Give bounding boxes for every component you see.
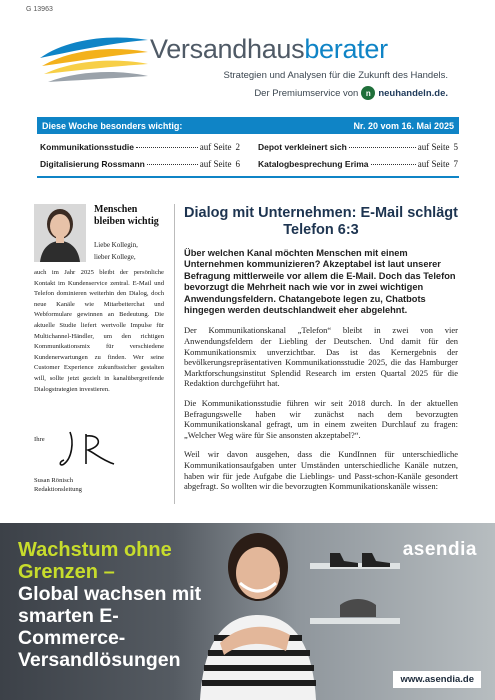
toc-item[interactable]: Digitalisierung Rossmann auf Seite 6 [40, 158, 240, 169]
signature-icon [56, 428, 126, 470]
neuhandeln-link[interactable]: neuhandeln.de. [378, 87, 448, 99]
asendia-advertisement[interactable] [0, 523, 495, 700]
toc-item[interactable]: Kommunikationsstudie auf Seite 2 [40, 141, 240, 152]
ad-url-link[interactable]: www.asendia.de [393, 671, 481, 688]
editorial-body: auch im Jahr 2025 bleibt der persönliche Kontakt im Kundenservice zentral. E-Mail und Telefon dominieren weiterhin den Dialog, doch neue Kanäle wie Mitarbeiterchat und Webformulare gewinnen an Bedeutung. Die aktuelle Studie liefert wertvolle Impulse für Multichannel-Händler, um den richtigen Kommunikationsmix für verschiedene Kundenerwartungen zu finden. Wer seine Customer Experience zukunftssicher gestalten will, sollte jetzt gezielt in kanalübergreifende Dialogstrategien investieren. [34, 269, 164, 393]
article-paragraph: Der Kommunikationskanal „Telefon“ bleibt in zwei von vier Anwendungsfeldern der Liebling der Deutschen. Und damit für den Kommunikationsmix unverzichtbar. Das ist das Kernergebnis der bevölkerungsrepräsentativen Kommunikationsstudie 2025, die das Hamburger Marktforschungsinstitut Splendid Research im ersten Quartal 2025 für die Redaktion durchgeführt hat. [184, 325, 458, 389]
divider [37, 176, 459, 178]
swoosh-logo-icon [38, 28, 150, 92]
toc-row [40, 138, 458, 155]
ad-headline-accent: Wachstum ohne Grenzen – [18, 539, 172, 583]
editorial-sign-prefix: Ihre [34, 436, 45, 443]
issue-info: Nr. 20 vom 16. Mai 2025 [353, 120, 454, 131]
neuhandeln-badge-icon: n [361, 86, 375, 100]
toc-row [40, 155, 458, 172]
asendia-logo: asendia [402, 539, 477, 560]
editorial-title: Menschen bleiben wichtig [94, 204, 159, 227]
article-paragraph: Weil wir davon ausgehen, dass die KundInnen für unterschiedliche Kommunikationsaufgaben unter Umständen unterschiedliche Kanäle nutzen, haben wir für jede Aufgabe die Lieblings- und Passt-schon-Kanäle gesondert abgefragt. So wollten wir die bevorzugten Kommunikationskanäle wissen: [184, 449, 458, 492]
tagline: Strategien und Analysen für die Zukunft des Handels. [223, 70, 448, 81]
brand-title: Versandhausberater [150, 34, 388, 64]
editorial-greeting: Liebe Kollegin, [94, 241, 138, 249]
toc-item[interactable]: Depot verkleinert sich auf Seite 5 [258, 141, 458, 152]
highlights-bar [37, 117, 459, 134]
highlights-toc [40, 138, 458, 172]
premium-service-line: Der Premiumservice von n neuhandeln.de. [254, 87, 448, 99]
editorial-author: Susan Rönisch Redaktionsleitung [34, 477, 82, 493]
highlights-title: Diese Woche besonders wichtig: [42, 120, 183, 131]
ad-photo [190, 523, 410, 700]
main-article [184, 205, 458, 492]
ad-headline: Global wachsen mit smarten E-Commerce-Versandlösungen [18, 583, 202, 671]
column-divider [174, 204, 175, 504]
article-paragraph: Die Kommunikationsstudie führen wir seit 2018 durch. In der aktuellen Befragungswelle haben wir zunächst nach dem bevorzugten Kommunikationskanal gefragt, um in einem zweiten Durchlauf zu fragen: „Welcher Weg wäre für Sie ansonsten akzeptabel?“. [184, 398, 458, 440]
toc-item[interactable]: Katalogbesprechung Erima auf Seite 7 [258, 158, 458, 169]
article-lead: Über welchen Kanal möchten Menschen mit einem Unternehmen kommunizieren? Akzeptabel ist laut unserer Befragung mittlerweile vor allem die E-Mail. Doch das Telefon bevorzugt die Mehrheit nach wie vor in zwei wichtigen Anwendungsfeldern. Chatangebote legen zu, Chatbots hingegen werden deutschlandweit eher abgelehnt. [184, 248, 456, 316]
document-id: G 13963 [26, 6, 53, 13]
article-headline: Dialog mit Unternehmen: E-Mail schlägt Telefon 6:3 [184, 205, 458, 238]
author-photo [34, 204, 86, 262]
editorial-greeting: lieber Kollege, [94, 253, 136, 261]
